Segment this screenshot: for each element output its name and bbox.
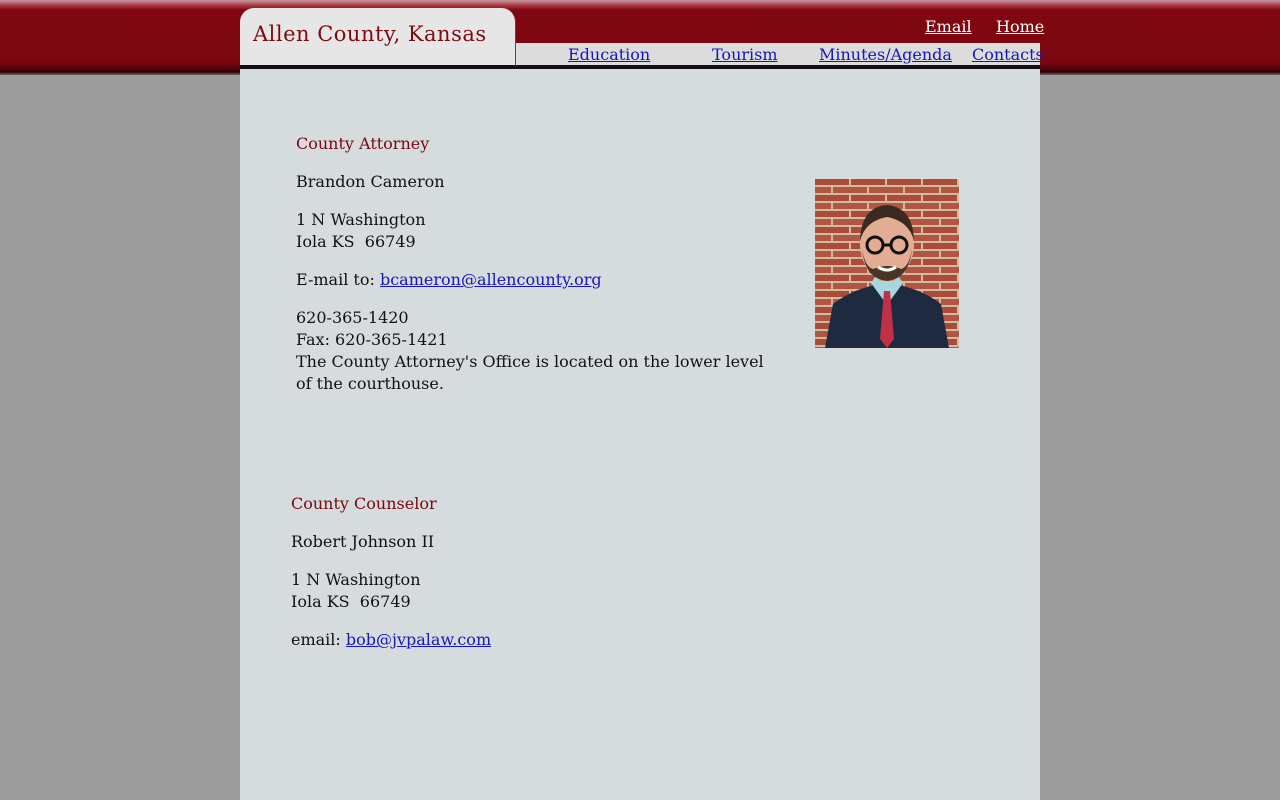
attorney-address-line1: 1 N Washington — [296, 210, 426, 229]
nav-education[interactable]: Education — [568, 45, 651, 64]
counselor-address — [291, 569, 761, 613]
counselor-name: Robert Johnson II — [291, 532, 435, 551]
nav-minutes-agenda[interactable]: Minutes/Agenda — [819, 45, 952, 64]
nav-contacts[interactable]: Contacts — [972, 45, 1044, 64]
person-photo-icon — [815, 179, 959, 348]
attorney-fax: Fax: 620-365-1421 — [296, 330, 448, 349]
attorney-email-line — [296, 269, 766, 291]
counselor-email-label: email: — [291, 630, 341, 649]
attorney-photo — [815, 179, 959, 348]
counselor-section — [291, 493, 761, 667]
email-link[interactable]: Email — [925, 17, 972, 36]
attorney-email-link[interactable]: bcameron@allencounty.org — [379, 270, 602, 289]
counselor-email-line — [291, 629, 761, 651]
attorney-phone: 620-365-1420 — [296, 308, 409, 327]
main-content — [240, 69, 1040, 800]
attorney-name: Brandon Cameron — [296, 172, 445, 191]
home-link[interactable]: Home — [996, 17, 1045, 36]
attorney-section — [296, 133, 766, 411]
attorney-office-note: The County Attorney's Office is located on the lower level of the courthouse. — [296, 352, 764, 393]
site-logo-text: Allen County, Kansas — [253, 22, 487, 46]
counselor-email-link[interactable]: bob@jvpalaw.com — [345, 630, 492, 649]
nav-tourism[interactable]: Tourism — [712, 45, 778, 64]
attorney-contact — [296, 307, 766, 395]
attorney-address — [296, 209, 766, 253]
site-logo[interactable] — [240, 8, 516, 66]
attorney-heading: County Attorney — [296, 134, 430, 153]
counselor-address-line1: 1 N Washington — [291, 570, 421, 589]
counselor-address-line2: Iola KS 66749 — [291, 592, 411, 611]
counselor-heading: County Counselor — [291, 494, 437, 513]
attorney-address-line2: Iola KS 66749 — [296, 232, 416, 251]
attorney-email-label: E-mail to: — [296, 270, 375, 289]
